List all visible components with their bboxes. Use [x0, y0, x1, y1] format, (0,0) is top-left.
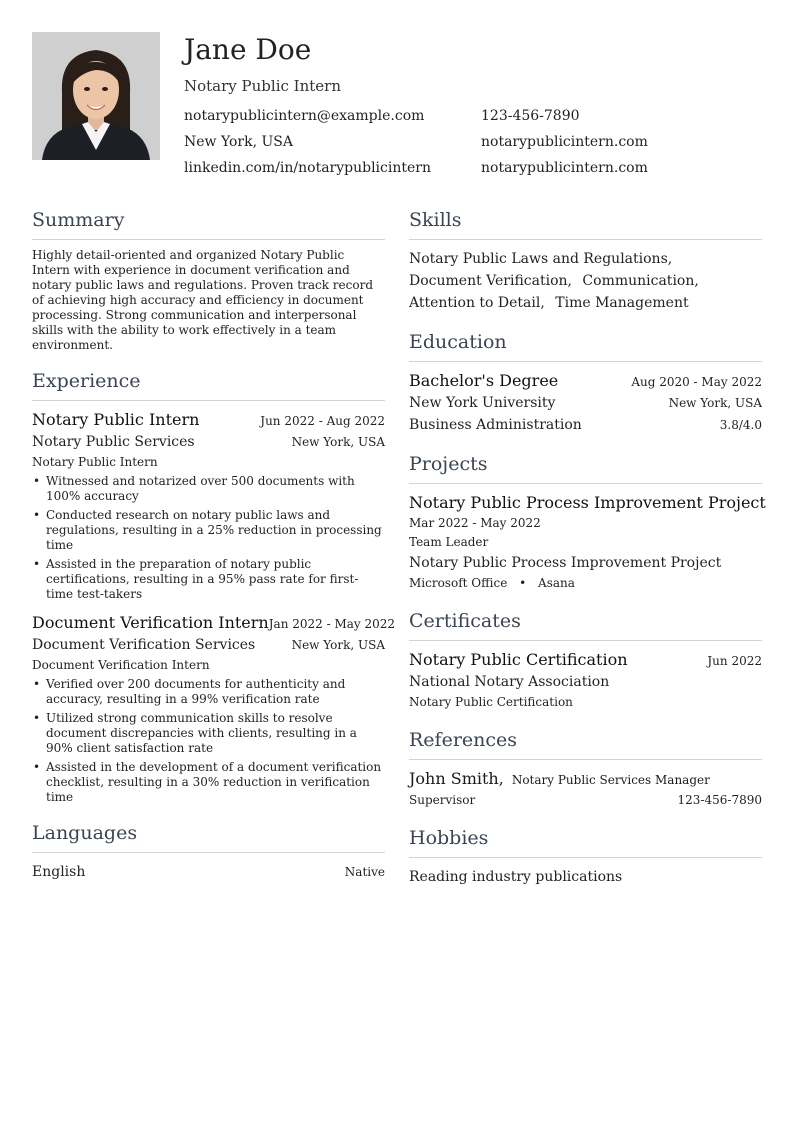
education-school: New York University: [409, 395, 556, 411]
job-bullets: [32, 474, 385, 602]
summary-section: [32, 206, 385, 353]
skill-item: Communication,: [582, 273, 699, 289]
education-gpa: 3.8/4.0: [719, 418, 762, 432]
hobbies-heading: Hobbies: [409, 824, 762, 858]
skill-item: Document Verification,: [409, 273, 572, 289]
projects-section: [409, 450, 766, 593]
job-dates: Jun 2022 - Aug 2022: [260, 414, 385, 428]
references-section: [409, 726, 762, 810]
bullet-item: • Utilized strong communication skills to resolve document discrepancies with clients, resulting in a 90% client satisfaction rate: [32, 711, 385, 756]
experience-item: [32, 612, 396, 805]
summary-heading: Summary: [32, 206, 385, 240]
email-link[interactable]: notarypublicintern@example.com: [184, 108, 425, 124]
project-role: Team Leader: [409, 535, 489, 549]
education-dates: Aug 2020 - May 2022: [631, 375, 762, 389]
references-heading: References: [409, 726, 762, 760]
skills-section: [409, 206, 762, 314]
website-link[interactable]: notarypublicintern.com: [481, 134, 648, 150]
projects-heading: Projects: [409, 450, 762, 484]
linkedin-link[interactable]: linkedin.com/in/notarypublicintern: [184, 160, 431, 176]
certificates-section: [409, 607, 762, 712]
skills-heading: Skills: [409, 206, 762, 240]
education-section: [409, 328, 762, 436]
job-bullets: [32, 677, 385, 805]
candidate-name: Jane Doe: [184, 33, 312, 66]
education-field: Business Administration: [409, 417, 582, 433]
job-position: Document Verification Intern: [32, 613, 269, 632]
skill-item: Time Management: [555, 295, 689, 311]
languages-section: [32, 819, 385, 883]
job-company: Document Verification Services: [32, 637, 256, 653]
certificate-issuer: National Notary Association: [409, 674, 610, 690]
right-column: [409, 206, 766, 902]
project-description: Notary Public Process Improvement Project: [409, 555, 722, 571]
tool-separator: •: [519, 576, 527, 590]
candidate-title: Notary Public Intern: [184, 77, 341, 95]
project-name: Notary Public Process Improvement Project: [409, 493, 766, 512]
portrait-image: [32, 32, 160, 160]
education-location: New York, USA: [668, 396, 762, 410]
project-dates: Mar 2022 - May 2022: [409, 516, 541, 530]
job-dates: Jan 2022 - May 2022: [268, 617, 396, 631]
education-heading: Education: [409, 328, 762, 362]
bullet-item: • Witnessed and notarized over 500 documents with 100% accuracy: [32, 474, 385, 504]
language-level: Native: [344, 865, 385, 879]
reference-relation: Supervisor: [409, 793, 476, 807]
job-role: Document Verification Intern: [32, 658, 210, 672]
reference-role: Notary Public Services Manager: [511, 773, 710, 787]
phone-number: 123-456-7890: [481, 108, 580, 124]
location-text: New York, USA: [184, 134, 293, 150]
job-location: New York, USA: [291, 638, 385, 652]
project-tool: Asana: [538, 576, 575, 590]
job-company: Notary Public Services: [32, 434, 195, 450]
reference-phone: 123-456-7890: [677, 793, 762, 807]
languages-heading: Languages: [32, 819, 385, 853]
experience-item: [32, 409, 385, 602]
bullet-item: • Assisted in the preparation of notary public certifications, resulting in a 95% pass rate for first-time test-takers: [32, 557, 385, 602]
skill-item: Attention to Detail,: [409, 295, 545, 311]
language-name: English: [32, 864, 86, 880]
reference-name: John Smith,: [409, 769, 504, 788]
header: [184, 32, 762, 178]
certificates-heading: Certificates: [409, 607, 762, 641]
experience-heading: Experience: [32, 367, 385, 401]
job-location: New York, USA: [291, 435, 385, 449]
certificate-date: Jun 2022: [707, 654, 762, 668]
certificate-name: Notary Public Certification: [409, 650, 628, 669]
job-role: Notary Public Intern: [32, 455, 158, 469]
bullet-item: • Conducted research on notary public laws and regulations, resulting in a 25% reduction in processing time: [32, 508, 385, 553]
website-link-secondary[interactable]: notarypublicintern.com: [481, 160, 648, 176]
education-degree: Bachelor's Degree: [409, 371, 559, 390]
bullet-item: • Assisted in the development of a document verification checklist, resulting in a 30% reduction in verification time: [32, 760, 385, 805]
skill-item: Notary Public Laws and Regulations,: [409, 251, 673, 267]
skills-list: [409, 248, 762, 314]
hobbies-section: [409, 824, 762, 888]
profile-photo: [32, 32, 160, 160]
left-column: [32, 206, 396, 897]
experience-section: [32, 367, 396, 805]
language-row: [32, 861, 385, 883]
job-position: Notary Public Intern: [32, 410, 200, 429]
certificate-detail: Notary Public Certification: [409, 695, 573, 709]
summary-text: Highly detail-oriented and organized Notary Public Intern with experience in document verification and notary public laws and regulations. Proven track record of achieving high accuracy and efficiency in document processing. Strong communication and interpersonal skills with the ability to work effectively in a team environment.: [32, 248, 373, 352]
project-tools: [409, 574, 762, 593]
hobby-item: Reading industry publications: [409, 869, 623, 885]
bullet-item: • Verified over 200 documents for authenticity and accuracy, resulting in a 99% verification rate: [32, 677, 385, 707]
contact-grid: [184, 106, 762, 178]
project-tool: Microsoft Office: [409, 576, 508, 590]
